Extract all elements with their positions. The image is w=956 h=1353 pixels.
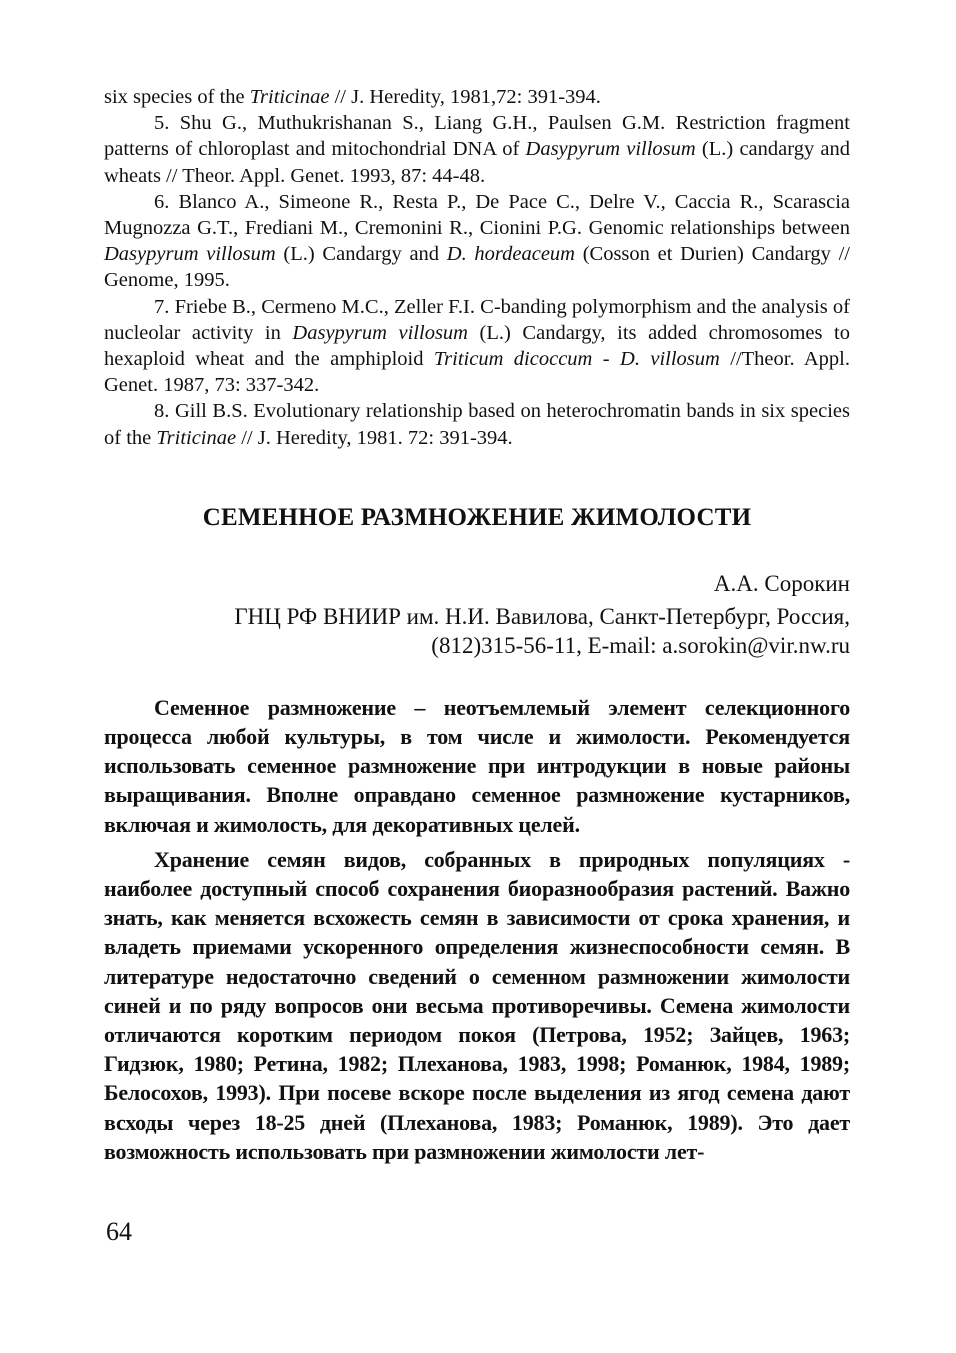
- author-affiliation: [104, 602, 850, 661]
- reference-number: 6.: [154, 190, 170, 213]
- reference-italic-text: Dasypyrum villosum: [525, 138, 696, 161]
- reference-number: 5.: [154, 112, 170, 135]
- reference-text: Friebe B., Cermeno M.C., Zeller F.I. C-banding polymorphism and the analysis of nucleolar activity in: [104, 295, 850, 344]
- reference-text: six species of the: [104, 86, 250, 108]
- article-paragraph-1: Семенное размножение – неотъемлемый элемент селекционного процесса любой культуры, в том числе и жимолости. Рекомендуется использовать семенное размножение при интродукции в новые районы выращивания. Вполне оправдано семенное размножение кустарников, включая и жимолость, для декоративных целей.: [104, 694, 850, 837]
- reference-7: [104, 294, 850, 399]
- reference-text: //Theor. Appl. Genet. 1987, 73: 337-342.: [104, 348, 851, 397]
- reference-text: (Cosson et Durien) Candargy // Genome, 1995.: [104, 243, 850, 292]
- reference-text: // J. Heredity, 1981. 72: 391-394.: [236, 426, 513, 449]
- reference-text: (L.) Candargy, its added chromosomes to hexaploid wheat and the amphiploid: [104, 321, 850, 371]
- reference-number: 7.: [154, 295, 170, 318]
- article-title: СЕМЕННОЕ РАЗМНОЖЕНИЕ ЖИМОЛОСТИ: [202, 503, 752, 531]
- article-author: А.А. Сорокин: [713, 570, 850, 596]
- reference-italic-text: Triticinae: [249, 86, 330, 108]
- page-number: 64: [106, 1217, 132, 1246]
- reference-italic-text: Dasypyrum villosum: [292, 321, 468, 344]
- reference-continuation: [104, 84, 850, 110]
- reference-italic-text: Dasypyrum villosum: [104, 243, 276, 266]
- reference-5: [104, 110, 850, 189]
- reference-text: // J. Heredity, 1981,72: 391-394.: [329, 86, 601, 108]
- reference-text: (L.) candargy and wheats // Theor. Appl. Genet. 1993, 87: 44-48.: [104, 138, 851, 187]
- reference-8: [104, 398, 850, 450]
- affiliation-line-2: (812)315-56-11, E-mail: a.sorokin@vir.nw.ru: [431, 633, 850, 659]
- reference-italic-text: D. hordeaceum: [446, 243, 575, 266]
- page-content: [104, 84, 850, 1166]
- reference-italic-text: Triticinae: [156, 426, 237, 449]
- reference-italic-text: Triticum dicoccum - D. villosum: [433, 348, 720, 371]
- reference-text: Shu G., Muthukrishanan S., Liang G.H., Paulsen G.M. Restriction fragment patterns of chloroplast and mitochondrial DNA of: [104, 112, 850, 161]
- reference-number: 8.: [154, 400, 170, 423]
- reference-text: (L.) Candargy and: [275, 243, 447, 266]
- affiliation-line-1: ГНЦ РФ ВНИИР им. Н.И. Вавилова, Санкт-Петербург, Россия,: [234, 603, 850, 629]
- reference-text: Blanco A., Simeone R., Resta P., De Pace C., Delre V., Caccia R., Scarascia Mugnozza G.T., Frediani M., Cremonini R., Cionini P.G. Genomic relationships between: [104, 190, 850, 240]
- article-paragraph-2: Хранение семян видов, собранных в природных популяциях - наиболее доступный способ сохранения биоразнообразия растений. Важно знать, как меняется всхожесть семян в зависимости от срока хранения, и владеть приемами ускоренного определения жизнеспособности семян. В литературе недостаточно сведений о семенном размножении жимолости синей и по ряду вопросов они весьма противоречивы. Семена жимолости отличаются коротким периодом покоя (Петрова, 1952; Зайцев, 1963; Гидзюк, 1980; Ретина, 1982; Плеханова, 1983, 1998; Романюк, 1984, 1989; Белосохов, 1993). При посеве вскоре после выделения из ягод семена дают всходы через 18-25 дней (Плеханова, 1983; Романюк, 1989). Это дает возможность использовать при размножении жимолости лет-: [104, 846, 850, 1164]
- reference-6: [104, 189, 850, 294]
- reference-text: Gill B.S. Evolutionary relationship based on heterochromatin bands in six species of the: [104, 400, 850, 449]
